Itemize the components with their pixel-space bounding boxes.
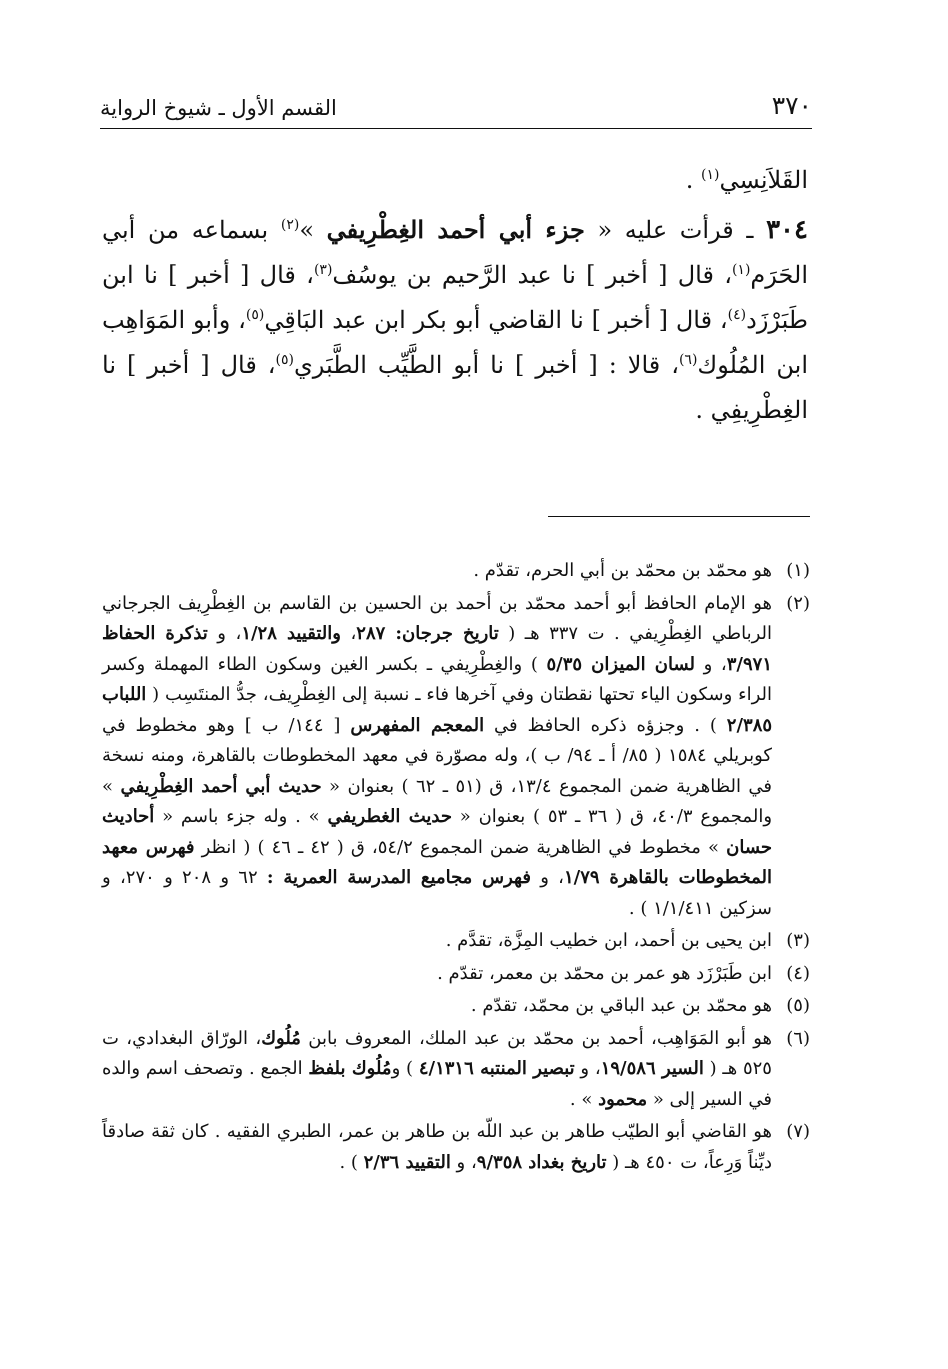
entry-number: ٣٠٤: [766, 215, 808, 245]
entry-text: بسماعه من أبي الحَرَم: [102, 216, 808, 289]
page-number: ٣٧٠: [771, 91, 812, 120]
entry-text: ، وأبو المَوَاهِب ابن المُلُوك: [102, 306, 808, 379]
footnote-marker: (١): [786, 560, 810, 581]
footnote-ref: (٦): [678, 352, 698, 368]
footnote-text: [102, 959, 772, 990]
entry-dash: ـ: [733, 216, 767, 244]
footnote-fragment: ، و: [207, 623, 242, 644]
footnote-text: [102, 991, 772, 1022]
entry-text: »: [299, 216, 327, 244]
footnote-fragment: ابن يحيى بن أحمد، ابن خطيب المِزَّة، تقدَّم .: [445, 930, 772, 951]
footnote-fragment: هو أبو المَوَاهِب، أحمد بن محمّد بن عبد الملك، المعروف بابن: [300, 1027, 772, 1049]
footnote-fragment: ، و: [450, 1151, 477, 1173]
footnote-citation: والتقييد ١/٢٨: [241, 623, 341, 644]
footnote-citation: تاريخ بغداد ٩/٣٥٨: [476, 1151, 607, 1173]
footnote-ref: (٢): [280, 217, 300, 233]
footnote-ref: (٥): [245, 307, 265, 323]
footnote-marker: (٧): [786, 1121, 810, 1142]
entry-text: ، قال [ أخبر ] نا ابن طَبَرْزَد: [102, 261, 809, 334]
footnote-citation: التقييد ٢/٣٦: [363, 1151, 451, 1173]
footnote: [102, 926, 810, 957]
footnote-fragment: ، و: [695, 653, 727, 675]
footnote: [102, 556, 810, 587]
footnote-fragment: ) والغِطْرِيفي ـ بكسر الغين وسكون الطاء المهملة وكسر الراء وسكون الياء تحتها نقطتان وفي آخرها فاء ـ نسبة إلى الغِطْرِيف، جدُّ المنتَسِب (: [102, 653, 772, 705]
footnote: [102, 959, 810, 990]
footnote-marker: (٣): [786, 930, 810, 951]
main-text: [102, 158, 808, 433]
entry-text: قرأت عليه «: [584, 216, 734, 244]
footnote-citation: تذكرة الحفاظ ٣/٩٧١: [102, 623, 772, 675]
footnote-fragment: » مخطوط في الظاهرية ضمن المجموع ٥٤/٢، ق ( ٤٢ ـ ٤٦ ) ( انظر: [194, 836, 727, 858]
footnote-fragment: ابن طَبَرْزَد هو عمر بن محمّد بن معمر، تقدّم .: [437, 962, 772, 984]
footnote-citation: مُلُوك: [261, 1027, 301, 1049]
footnote-fragment: هو محمّد بن عبد الباقي بن محمّد، تقدّم .: [470, 995, 772, 1016]
footnote-fragment: هو محمّد بن محمّد بن أبي الحرم، تقدّم .: [473, 560, 772, 581]
footnote-fragment: هو القاضي أبو الطيّب طاهر بن عبد اللّه بن طاهر بن عمر، الطبري الفقيه . كان ثقة صادقاً ديِّناً وَرِعاً، ت ٤٥٠ هـ (: [102, 1121, 772, 1173]
footnote-fragment: ، و: [574, 1058, 601, 1079]
footnote-fragment: ٦٢ و ٢٠٨ و ٢٧٠، و سزكين ١/١/٤١١ ) .: [102, 867, 772, 919]
footnote-ref: (٤): [727, 307, 747, 323]
footnote-fragment: [ ١٤٤/ ب ] وهو مخطوط في كوبريلي ١٥٨٤ ( ٨٥/ أ ـ ٩٤/ ب )، وله مصوّرة في معهد المخطوطات بالقاهرة، ومنه نسخة في الظاهرية ضمن المجموع ١٣/٤، ق (٥١ ـ ٦٢ ) بعنوان «: [102, 714, 772, 797]
entry-book-title: جزء أبي أحمد الغِطْرِيفي: [326, 215, 585, 244]
footnote-ref: (٣): [313, 262, 333, 278]
footnote: [102, 589, 810, 925]
footnote: [102, 991, 810, 1022]
footnote-citation: لسان الميزان ٥/٣٥: [546, 653, 696, 675]
footnote-citation: محمود: [598, 1088, 648, 1110]
footnote-citation: السير ١٩/٥٨٦: [600, 1058, 704, 1079]
footnote-citation: فهرس مجاميع المدرسة العمرية :: [266, 867, 531, 888]
footnote-ref: (١): [731, 262, 751, 278]
footnote-citation: فهرس معهد المخطوطات بالقاهرة ١/٧٩: [102, 836, 772, 888]
footnote-text: [102, 556, 772, 587]
footnote-citation: مُلُوك بلفظ: [308, 1058, 392, 1079]
footnote-marker: (٢): [786, 592, 810, 614]
continuation-end: .: [685, 166, 701, 194]
header-rule: [100, 128, 812, 129]
footnote-fragment: الجمع . وتصحف اسم والده في السير إلى «: [102, 1058, 772, 1110]
continuation-text: القَلاَنِسِي: [719, 166, 808, 194]
footnote-fragment: ) و: [391, 1058, 419, 1079]
footnote-marker: (٤): [786, 962, 810, 984]
footnote-fragment: » .: [569, 1088, 599, 1110]
footnote-citation: تبصير المنتبه ٤/١٣١٦: [418, 1058, 575, 1079]
footnote-ref: (٥): [275, 352, 295, 368]
footnote-separator: [548, 516, 810, 517]
footnote-fragment: هو الإمام الحافظ أبو أحمد محمّد بن أحمد بن الحسين بن القاسم بن الغِطْرِيف الجرجاني الرباطي الغِطْرِيفي . ت ٣٣٧ هـ (: [102, 592, 773, 644]
entry-text: ، قالا : [ أخبر ] نا أبو الطَّيِّب الطَّبَري: [294, 351, 679, 379]
footnote-citation: اللباب ٢/٣٨٥: [102, 684, 773, 736]
entry-text: ، قال [ أخبر ] نا عبد الرَّحيم بن يوسُف: [332, 261, 732, 289]
footnote-citation: تاريخ جرجان: ٢٨٧: [356, 623, 499, 644]
footnote-fragment: ، الورّاق البغدادي، ت ٥٢٥ هـ (: [102, 1027, 772, 1079]
footnote-ref: (١): [700, 167, 720, 183]
page-header: [100, 86, 812, 120]
footnote-citation: أحاديث حسان: [102, 806, 772, 858]
footnote-fragment: » . وله جزء باسم «: [154, 806, 328, 827]
footnote-text: [102, 926, 772, 957]
footnote-fragment: ) . وجزؤه ذكره الحافظ في: [484, 714, 727, 736]
entry-text: ، قال [ أخبر ] نا القاضي أبو بكر ابن عبد البَاقِي: [264, 306, 728, 334]
running-title: القسم الأول ـ شيوخ الرواية: [100, 96, 337, 120]
footnotes: [102, 556, 810, 1180]
footnote-citation: المعجم المفهرس: [350, 714, 485, 736]
footnote-text: [102, 589, 772, 925]
footnote-citation: حديث الغطريفي: [327, 806, 453, 827]
footnote-fragment: ) .: [339, 1151, 364, 1173]
footnote-fragment: » والمجموع ٤٠/٣، ق ( ٣٦ ـ ٥٣ ) بعنوان «: [102, 775, 773, 827]
entry-text: ، قال [ أخبر ] نا الغِطْرِيفِي .: [102, 351, 808, 424]
footnote-text: [102, 1024, 772, 1116]
footnote: [102, 1117, 810, 1178]
footnote: [102, 1024, 810, 1116]
entry-304: [102, 207, 808, 433]
footnote-fragment: ،: [340, 623, 357, 644]
footnote-citation: حديث أبي أحمد الغِطْرِيفي: [120, 775, 322, 797]
footnote-text: [102, 1117, 772, 1178]
continuation-line: [102, 158, 808, 203]
footnote-marker: (٥): [786, 995, 810, 1016]
footnote-marker: (٦): [786, 1027, 810, 1049]
footnote-fragment: ، و: [530, 867, 564, 888]
